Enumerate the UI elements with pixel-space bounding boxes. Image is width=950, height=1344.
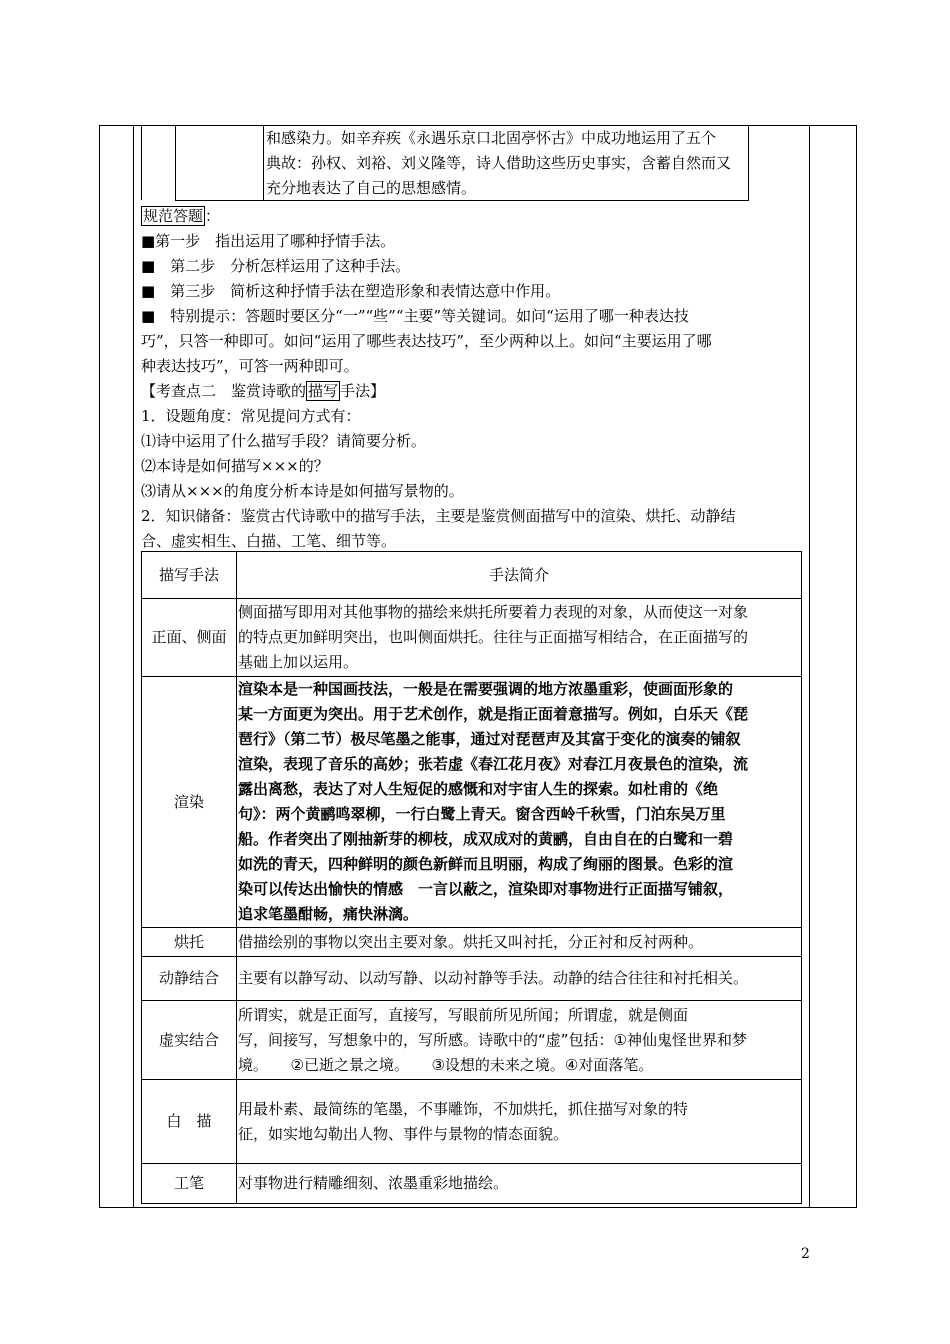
question-item-1: ⑴诗中运用了什么描写手段？请简要分析。 <box>141 432 427 450</box>
answer-colon: ： <box>205 207 221 225</box>
desc-line: 船。作者突出了刚抽新芽的柳枝，成双成对的黄鹂，自由自在的白鹭和一碧 <box>238 830 734 848</box>
desc-line: 追求笔墨酣畅，痛快淋漓。 <box>238 905 419 923</box>
technique-name: 白 描 <box>142 1080 237 1164</box>
desc-line: 露出离愁，表达了对人生短促的感慨和对宇宙人生的探索。如杜甫的《绝 <box>238 780 719 798</box>
technique-name: 渲染 <box>142 677 237 928</box>
step-1: ■第一步 指出运用了哪种抒情手法。 <box>141 232 396 250</box>
table-row <box>142 1080 802 1164</box>
desc-line: 渲染本是一种国画技法，一般是在需要强调的地方浓墨重彩，使画面形象的 <box>238 680 734 698</box>
page-number: 2 <box>801 1246 810 1262</box>
desc-line: 染可以传达出愉快的情感 一言以蔽之，渲染即对事物进行正面描写铺叙， <box>238 880 734 898</box>
top-table-line-3: 充分地表达了自己的思想感情。 <box>266 179 477 197</box>
point2-heading <box>141 379 385 403</box>
techniques-table <box>141 551 802 1204</box>
question-item-2: ⑵本诗是如何描写×××的？ <box>141 457 329 475</box>
desc-line: 句》：两个黄鹂鸣翠柳，一行白鹭上青天。窗含西岭千秋雪，门泊东吴万里 <box>238 805 726 823</box>
tip-line-2: 巧”，只答一种即可。如问“运用了哪些表达技巧”，至少两种以上。如问“主要运用了哪 <box>141 332 712 350</box>
table-row <box>142 957 802 1001</box>
top-table-bottom <box>175 200 749 201</box>
point2-pre: 【考查点二 鉴赏诗歌的 <box>141 382 307 400</box>
technique-name: 烘托 <box>142 928 237 957</box>
table-row <box>142 1001 802 1080</box>
technique-desc <box>237 1164 802 1204</box>
header-technique: 描写手法 <box>142 552 237 599</box>
top-table-line-a <box>141 125 142 200</box>
desc-line: 某一方面更为突出。用于艺术创作，就是指正面着意描写。例如，白乐天《琵 <box>238 705 749 723</box>
desc-line: 对事物进行精雕细刻、浓墨重彩地描绘。 <box>238 1174 509 1192</box>
desc-line: 征，如实地勾勒出人物、事件与景物的情态面貌。 <box>238 1124 569 1143</box>
technique-desc <box>237 957 802 1001</box>
knowledge-line-1: 2．知识储备：鉴赏古代诗歌中的描写手法，主要是鉴赏侧面描写中的渲染、烘托、动静结 <box>141 507 736 525</box>
table-row <box>142 677 802 928</box>
desc-line: 侧面描写即用对其他事物的描绘来烘托所要着力表现的对象，从而使这一对象 <box>238 603 749 621</box>
top-table-line-d <box>748 125 749 200</box>
technique-name: 工笔 <box>142 1164 237 1204</box>
desc-line: 写，间接写，写想象中的，写所感。诗歌中的“虚”包括：①神仙鬼怪世界和梦 <box>238 1030 747 1049</box>
desc-line: 境。 ②已逝之景之境。 ③设想的未来之境。④对面落笔。 <box>238 1055 654 1074</box>
tip-line-3: 种表达技巧”，可答一两种即可。 <box>141 357 359 375</box>
technique-desc <box>237 677 802 928</box>
question-item-3: ⑶请从×××的角度分析本诗是如何描写景物的。 <box>141 482 464 500</box>
technique-desc <box>237 599 802 677</box>
right-column-divider <box>809 125 810 1207</box>
step-3: ■ 第三步 简析这种抒情手法在塑造形象和表情达意中作用。 <box>141 282 561 300</box>
technique-desc <box>237 1080 802 1164</box>
answer-heading <box>141 204 220 228</box>
table-header-row <box>142 552 802 599</box>
desc-line: 主要有以静写动、以动写静、以动衬静等手法。动静的结合往往和衬托相关。 <box>238 969 749 987</box>
step-2: ■ 第二步 分析怎样运用了这种手法。 <box>141 257 411 275</box>
top-table-line-2: 典故：孙权、刘裕、刘义隆等，诗人借助这些历史事实，含蓄自然而又 <box>266 154 732 172</box>
top-table-line-c <box>263 125 264 200</box>
top-table-line-b <box>175 125 176 200</box>
technique-desc <box>237 1001 802 1080</box>
table-row <box>142 599 802 677</box>
technique-name: 正面、侧面 <box>142 599 237 677</box>
table-row <box>142 1164 802 1204</box>
desc-line: 借描绘别的事物以突出主要对象。烘托又叫衬托，分正衬和反衬两种。 <box>238 932 704 951</box>
technique-desc <box>237 928 802 957</box>
top-table-line-1: 和感染力。如辛弃疾《永遇乐京口北固亭怀古》中成功地运用了五个 <box>266 129 717 147</box>
tip-line-1: ■ 特别提示：答题时要区分“一”“些”“主要”等关键词。如问“运用了哪一种表达技 <box>141 307 689 325</box>
technique-name: 动静结合 <box>142 957 237 1001</box>
desc-line: 如洗的青天，四种鲜明的颜色新鲜而且明丽，构成了绚丽的图景。色彩的渲 <box>238 855 734 873</box>
point2-boxed: 描写 <box>308 382 339 400</box>
desc-line: 基础上加以运用。 <box>238 653 359 671</box>
desc-line: 所谓实，就是正面写，直接写，写眼前所见所闻；所谓虚，就是侧面 <box>238 1005 689 1024</box>
knowledge-line-2: 合、虚实相生、白描、工笔、细节等。 <box>141 532 397 550</box>
table-row <box>142 928 802 957</box>
point2-post: 手法】 <box>340 382 386 400</box>
header-intro: 手法简介 <box>237 552 802 599</box>
desc-line: 渲染，表现了音乐的高妙；张若虚《春江花月夜》对春江月夜景色的渲染，流 <box>238 755 749 773</box>
desc-line: 琶行》（第二节）极尽笔墨之能事，通过对琵琶声及其富于变化的演奏的铺叙 <box>238 730 741 748</box>
desc-line: 用最朴素、最简练的笔墨，不事雕饰，不加烘托，抓住描写对象的特 <box>238 1099 689 1118</box>
technique-name: 虚实结合 <box>142 1001 237 1080</box>
left-column-divider <box>133 125 134 1207</box>
answer-title: 规范答题 <box>143 207 204 225</box>
desc-line: 的特点更加鲜明突出，也叫侧面烘托。往往与正面描写相结合，在正面描写的 <box>238 628 749 646</box>
question-angle: 1．设题角度：常见提问方式有： <box>141 407 361 425</box>
